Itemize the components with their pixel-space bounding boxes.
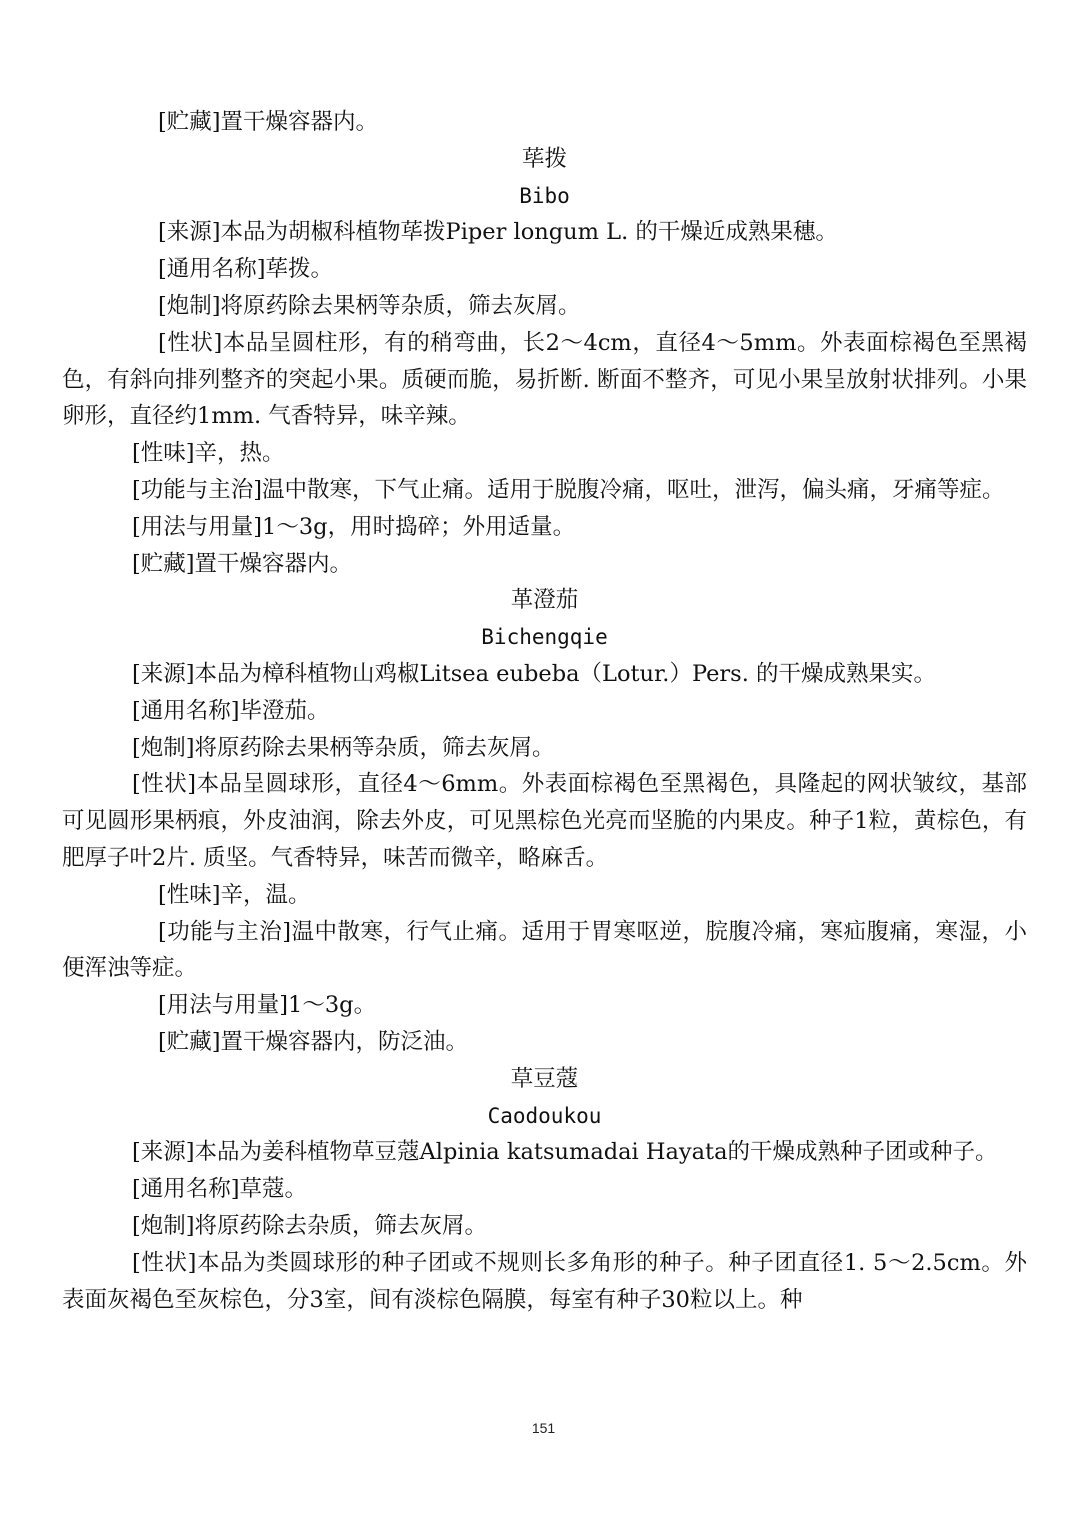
storage-line: [贮藏]置干燥容器内。 (132, 550, 353, 577)
entry-title: 革澄茄 (510, 587, 579, 614)
character-paragraph: [性状]本品呈圆球形，直径4～6mm。外表面棕褐色至黑褐色，具隆起的网状皱纹，基部可见圆形果柄痕，外皮油润，除去外皮，可见黑棕色光亮而坚脆的内果皮。种子1粒，黄棕色，有肥厚子叶2片. 质坚。气香特异，味苦而微辛，略麻舌。 (62, 771, 1027, 871)
source-line: [来源]本品为胡椒科植物荜拨Piper longum L. 的干燥近成熟果穗。 (158, 219, 838, 246)
entry-title: 草豆蔻 (510, 1065, 579, 1092)
entry-pinyin: Bibo (519, 183, 570, 208)
function-paragraph: [功能与主治]温中散寒，行气止痛。适用于胃寒呕逆，脘腹冷痛，寒疝腹痛，寒湿，小便浑浊等症。 (62, 918, 1027, 982)
common-name-line: [通用名称]荜拨。 (158, 256, 334, 283)
character-paragraph: [性状]本品呈圆柱形，有的稍弯曲，长2～4cm，直径4～5mm。外表面棕褐色至黑褐色，有斜向排列整齐的突起小果。质硬而脆，易折断. 断面不整齐，可见小果呈放射状排列。小果卵形，直径约1mm. 气香特异，味辛辣。 (62, 329, 1027, 430)
usage-line: [用法与用量]1～3g，用时捣碎；外用适量。 (132, 513, 576, 540)
nature-flavor-line: [性味]辛，温。 (158, 881, 311, 908)
entry-title: 荜拨 (521, 145, 567, 172)
usage-line: [用法与用量]1～3g。 (158, 992, 377, 1019)
common-name-line: [通用名称]草蔻。 (132, 1176, 308, 1203)
common-name-line: [通用名称]毕澄茄。 (132, 697, 330, 724)
document-body (62, 104, 1027, 1318)
storage-line: [贮藏]置干燥容器内。 (158, 109, 379, 135)
function-paragraph: [功能与主治]温中散寒，下气止痛。适用于脱腹冷痛，呕吐，泄泻，偏头痛，牙痛等症。 (132, 476, 1005, 503)
source-line: [来源]本品为樟科植物山鸡椒Litsea eubeba（Lotur.）Pers. 的干燥成熟果实。 (132, 660, 937, 687)
character-paragraph: [性状]本品为类圆球形的种子团或不规则长多角形的种子。种子团直径1. 5～2.5cm。外表面灰褐色至灰棕色，分3室，间有淡棕色隔膜，每室有种子30粒以上。种 (62, 1249, 1027, 1313)
page-number: 151 (531, 1420, 556, 1436)
nature-flavor-line: [性味]辛，热。 (132, 440, 285, 467)
source-paragraph: [来源]本品为姜科植物草豆蔻Alpinia katsumadai Hayata的干燥成熟种子团或种子。 (132, 1139, 998, 1166)
storage-line: [贮藏]置干燥容器内，防泛油。 (158, 1028, 469, 1055)
entry-pinyin: Bichengqie (481, 625, 608, 650)
entry-pinyin: Caodoukou (487, 1103, 602, 1128)
processing-line: [炮制]将原药除去果柄等杂质，筛去灰屑。 (132, 734, 555, 761)
processing-line: [炮制]将原药除去果柄等杂质，筛去灰屑。 (158, 292, 581, 319)
processing-line: [炮制]将原药除去杂质，筛去灰屑。 (132, 1212, 488, 1239)
